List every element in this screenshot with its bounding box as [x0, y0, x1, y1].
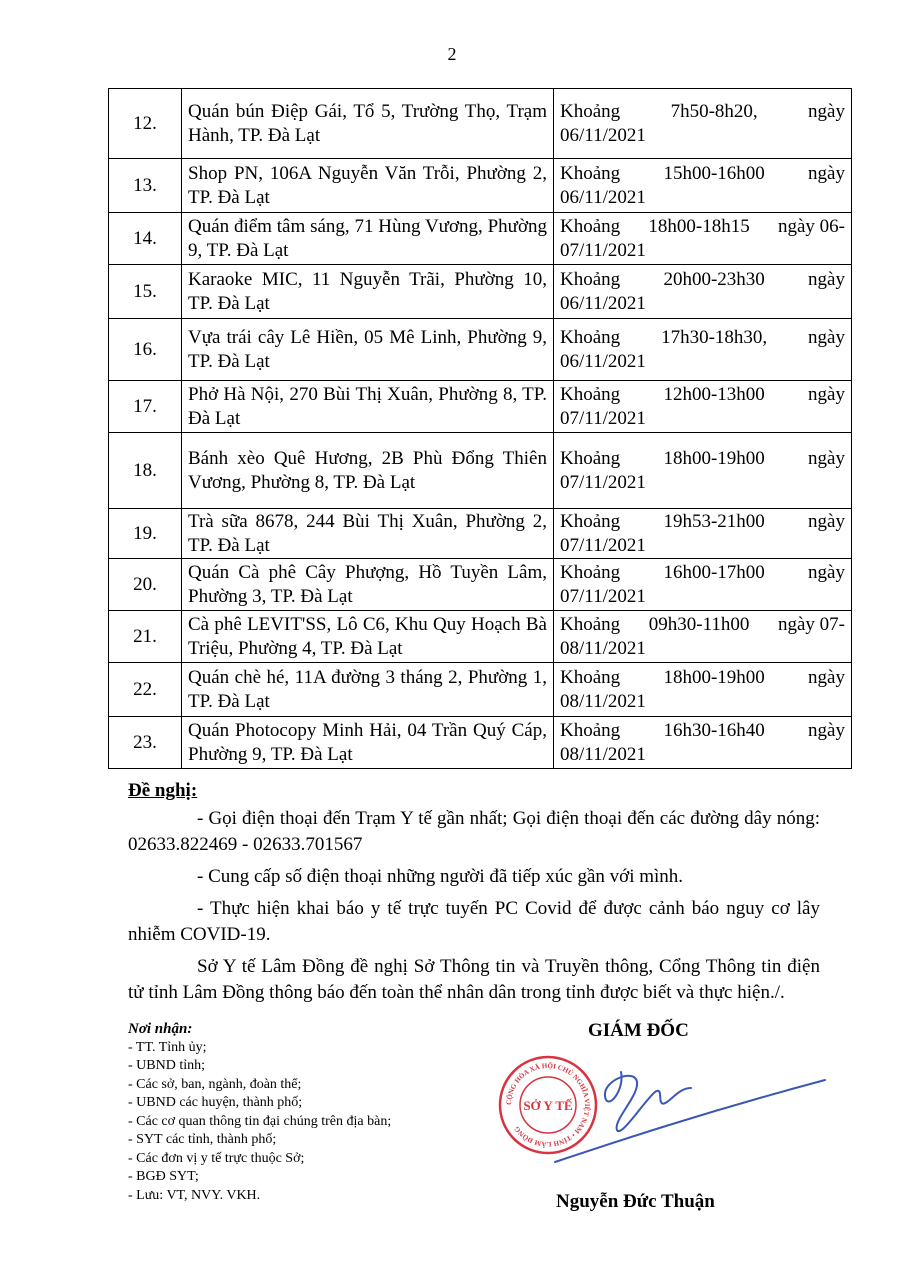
time-cell: [554, 509, 852, 559]
seal-center-text: SỞ Y TẾ: [523, 1098, 573, 1113]
recipient-item: - BGĐ SYT;: [128, 1169, 199, 1184]
row-number: 13.: [109, 159, 182, 213]
recipient-item: - UBND tỉnh;: [128, 1058, 205, 1073]
time-date: 06/11/2021: [560, 292, 646, 314]
time-date: 07/11/2021: [560, 471, 646, 493]
recommendation-item: - Thực hiện khai báo y tế trực tuyến PC Covid để được cảnh báo nguy cơ lây nhiễm COVID-19.: [128, 898, 820, 945]
time-range: 18h00-18h15: [648, 215, 750, 237]
location-cell: Phở Hà Nội, 270 Bùi Thị Xuân, Phường 8, TP. Đà Lạt: [182, 381, 554, 433]
time-cell: [554, 159, 852, 213]
time-cell: [554, 213, 852, 265]
time-range: 16h30-16h40: [663, 719, 765, 741]
time-day: ngày: [808, 719, 845, 741]
time-word: Khoảng: [560, 561, 621, 583]
time-word: Khoảng: [560, 719, 621, 741]
recipient-item: - TT. Tỉnh ủy;: [128, 1039, 207, 1055]
closing-paragraph: Sở Y tế Lâm Đồng đề nghị Sở Thông tin và Truyền thông, Cổng Thông tin điện tử tỉnh Lâm Đồng thông báo đến toàn thể nhân dân trong tỉnh được biết và thực hiện./.: [128, 956, 820, 1003]
recipient-item: - UBND các huyện, thành phố;: [128, 1095, 303, 1110]
time-day: ngày: [808, 666, 845, 688]
time-day: ngày: [808, 268, 845, 290]
time-cell: [554, 663, 852, 717]
time-cell: [554, 89, 852, 159]
row-number: 23.: [109, 717, 182, 769]
recipient-item: - Các sở, ban, ngành, đoàn thể;: [128, 1076, 302, 1092]
time-range: 12h00-13h00: [663, 383, 765, 405]
time-line: [560, 326, 845, 350]
table-row: [109, 89, 852, 159]
time-range: 15h00-16h00: [663, 162, 765, 184]
time-cell: [554, 433, 852, 509]
time-cell: [554, 381, 852, 433]
row-number: 22.: [109, 663, 182, 717]
time-date: 06/11/2021: [560, 186, 646, 208]
time-day: ngày: [808, 100, 845, 122]
page-number: 2: [447, 44, 457, 64]
time-date: 08/11/2021: [560, 743, 646, 765]
time-word: Khoảng: [560, 215, 621, 237]
time-range: 17h30-18h30,: [661, 326, 768, 348]
time-line: [560, 510, 845, 534]
row-number: 18.: [109, 433, 182, 509]
time-date: 07/11/2021: [560, 585, 646, 607]
time-date: 07/11/2021: [560, 407, 646, 429]
time-date: 07/11/2021: [560, 534, 646, 556]
time-date: 07/11/2021: [560, 239, 646, 261]
table-row: [109, 717, 852, 769]
director-title: GIÁM ĐỐC: [588, 1020, 689, 1041]
location-cell: Quán Photocopy Minh Hải, 04 Trần Quý Cáp, Phường 9, TP. Đà Lạt: [182, 717, 554, 769]
table-row: [109, 509, 852, 559]
time-day: ngày 06-: [777, 215, 845, 237]
table-row: [109, 213, 852, 265]
time-range: 18h00-19h00: [663, 447, 765, 469]
time-day: ngày: [808, 162, 845, 184]
time-cell: [554, 717, 852, 769]
time-word: Khoảng: [560, 162, 621, 184]
time-day: ngày: [808, 561, 845, 583]
official-seal: [500, 1057, 596, 1153]
time-cell: [554, 265, 852, 319]
recommendations-body: [128, 806, 820, 1006]
time-line: [560, 100, 845, 124]
table-row: [109, 265, 852, 319]
recipient-item: - Các cơ quan thông tin đại chúng trên địa bàn;: [128, 1113, 392, 1129]
seal-ring-text: CỘNG HÒA XÃ HỘI CHỦ NGHĨA VIỆT NAM • TỈNH LÂM ĐỒNG: [504, 1061, 592, 1149]
time-line: [560, 613, 845, 637]
time-day: ngày 07-: [777, 613, 845, 635]
row-number: 19.: [109, 509, 182, 559]
time-line: [560, 666, 845, 690]
location-cell: Quán bún Điệp Gái, Tổ 5, Trường Thọ, Trạm Hành, TP. Đà Lạt: [182, 89, 554, 159]
recommendation-item: - Cung cấp số điện thoại những người đã tiếp xúc gần với mình.: [197, 866, 684, 887]
time-date: 06/11/2021: [560, 124, 646, 146]
time-day: ngày: [808, 383, 845, 405]
time-word: Khoảng: [560, 447, 621, 469]
table-row: [109, 381, 852, 433]
time-cell: [554, 559, 852, 611]
row-number: 20.: [109, 559, 182, 611]
recipient-item: - Các đơn vị y tế trực thuộc Sở;: [128, 1150, 305, 1166]
time-line: [560, 383, 845, 407]
location-cell: Vựa trái cây Lê Hiền, 05 Mê Linh, Phường 9, TP. Đà Lạt: [182, 319, 554, 381]
time-range: 20h00-23h30: [663, 268, 765, 290]
table-row: [109, 159, 852, 213]
recipient-item: - Lưu: VT, NVY. VKH.: [128, 1187, 261, 1203]
official-seal-and-signature: [495, 1030, 835, 1180]
time-word: Khoảng: [560, 666, 621, 688]
time-cell: [554, 319, 852, 381]
time-date: 08/11/2021: [560, 637, 646, 659]
location-cell: Cà phê LEVIT'SS, Lô C6, Khu Quy Hoạch Bà Triệu, Phường 4, TP. Đà Lạt: [182, 611, 554, 663]
time-day: ngày: [808, 510, 845, 532]
recipients-title: Nơi nhận:: [128, 1021, 193, 1037]
table-row: [109, 611, 852, 663]
location-cell: Quán chè hé, 11A đường 3 tháng 2, Phường 1, TP. Đà Lạt: [182, 663, 554, 717]
row-number: 15.: [109, 265, 182, 319]
table-row: [109, 663, 852, 717]
time-word: Khoảng: [560, 383, 621, 405]
table-row: [109, 559, 852, 611]
time-line: [560, 162, 845, 186]
location-cell: Quán điểm tâm sáng, 71 Hùng Vương, Phường 9, TP. Đà Lạt: [182, 213, 554, 265]
time-word: Khoảng: [560, 100, 621, 122]
recipients-block: [128, 1020, 391, 1205]
time-range: 16h00-17h00: [663, 561, 765, 583]
table-row: [109, 319, 852, 381]
time-word: Khoảng: [560, 268, 621, 290]
time-cell: [554, 611, 852, 663]
director-name: Nguyễn Đức Thuận: [556, 1191, 715, 1212]
row-number: 21.: [109, 611, 182, 663]
time-line: [560, 719, 845, 743]
time-word: Khoảng: [560, 326, 621, 348]
locations-table: [108, 88, 852, 769]
row-number: 16.: [109, 319, 182, 381]
time-date: 06/11/2021: [560, 350, 646, 372]
time-range: 7h50-8h20,: [670, 100, 758, 122]
time-line: [560, 561, 845, 585]
time-range: 19h53-21h00: [663, 510, 765, 532]
time-line: [560, 268, 845, 292]
time-day: ngày: [808, 326, 845, 348]
row-number: 14.: [109, 213, 182, 265]
recipient-item: - SYT các tỉnh, thành phố;: [128, 1132, 277, 1147]
recommendation-item: - Gọi điện thoại đến Trạm Y tế gần nhất; Gọi điện thoại đến các đường dây nóng: 02633.822469 - 02633.701567: [128, 808, 820, 855]
location-cell: Quán Cà phê Cây Phượng, Hồ Tuyền Lâm, Phường 3, TP. Đà Lạt: [182, 559, 554, 611]
location-cell: Shop PN, 106A Nguyễn Văn Trỗi, Phường 2, TP. Đà Lạt: [182, 159, 554, 213]
row-number: 17.: [109, 381, 182, 433]
location-cell: Trà sữa 8678, 244 Bùi Thị Xuân, Phường 2, TP. Đà Lạt: [182, 509, 554, 559]
time-line: [560, 215, 845, 239]
table-row: [109, 433, 852, 509]
time-word: Khoảng: [560, 510, 621, 532]
time-word: Khoảng: [560, 613, 621, 635]
recommendations-heading: Đề nghị:: [128, 780, 198, 801]
time-day: ngày: [808, 447, 845, 469]
time-range: 18h00-19h00: [663, 666, 765, 688]
location-cell: Karaoke MIC, 11 Nguyễn Trãi, Phường 10, TP. Đà Lạt: [182, 265, 554, 319]
time-date: 08/11/2021: [560, 690, 646, 712]
location-cell: Bánh xèo Quê Hương, 2B Phù Đổng Thiên Vương, Phường 8, TP. Đà Lạt: [182, 433, 554, 509]
row-number: 12.: [109, 89, 182, 159]
time-range: 09h30-11h00: [648, 613, 750, 635]
time-line: [560, 447, 845, 471]
